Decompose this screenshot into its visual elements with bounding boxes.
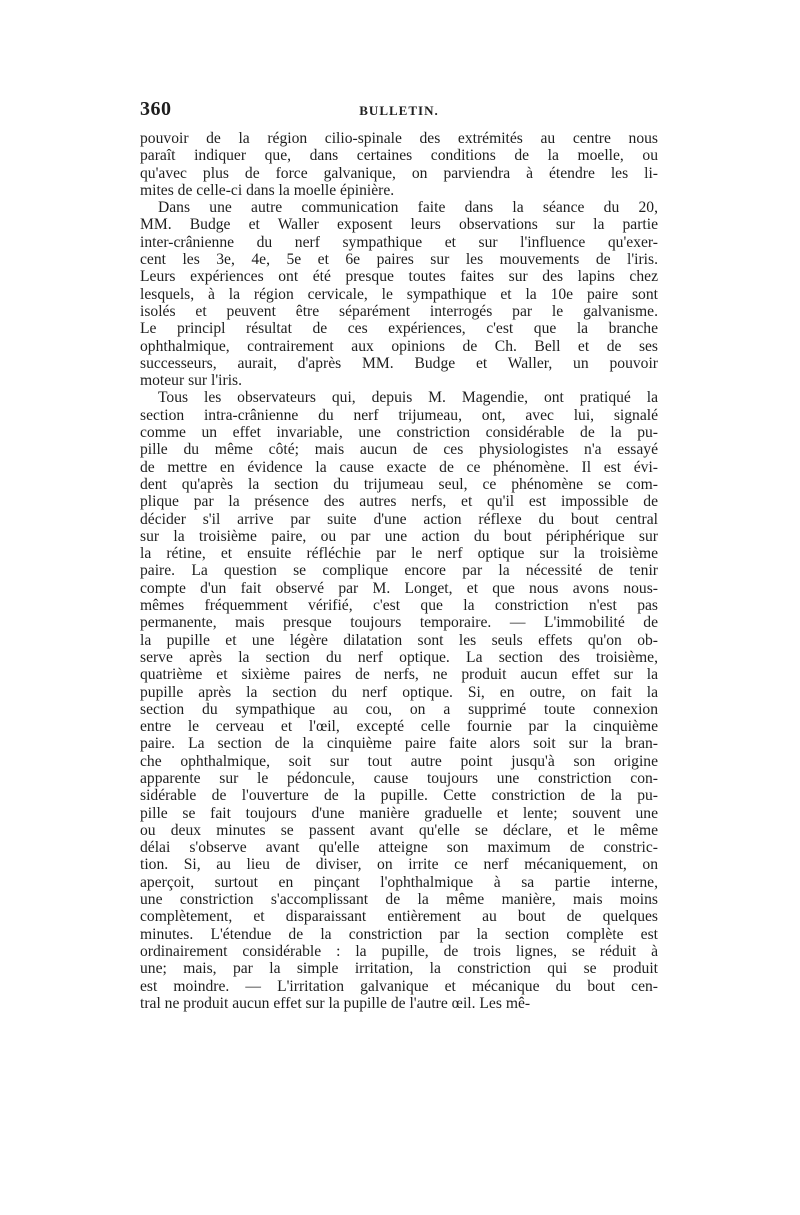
text-line: entre le cerveau et l'œil, excepté celle fournie par la cinquième	[140, 718, 658, 736]
text-line: MM. Budge et Waller exposent leurs observations sur la partie	[140, 216, 658, 234]
text-line: dent qu'après la section du trijumeau seul, ce phénomène se com-	[140, 475, 658, 493]
text-line: serve après la section du nerf optique. La section des troisième,	[140, 648, 658, 666]
text-line: permanente, mais presque toujours temporaire. — L'immobilité de	[140, 614, 658, 632]
text-line: de mettre en évidence la cause exacte de ce phénomène. Il est évi-	[140, 458, 658, 476]
text-line: compte d'un fait observé par M. Longet, et que nous avons nous-	[140, 579, 658, 597]
text-line: ou deux minutes se passent avant qu'elle se déclare, et le même	[140, 821, 658, 839]
text-line: pupille après la section du nerf optique. Si, en outre, on fait la	[140, 683, 658, 701]
text-line: minutes. L'étendue de la constriction par la section complète est	[140, 925, 658, 943]
text-line: apparente sur le pédoncule, cause toujours une constriction con-	[140, 769, 658, 787]
text-line: paraît indiquer que, dans certaines conditions de la moelle, ou	[140, 147, 658, 165]
text-line: ordinairement considérable : la pupille, de trois lignes, se réduit à	[140, 942, 658, 960]
text-line: une; mais, par la simple irritation, la constriction qui se produit	[140, 960, 658, 978]
text-line: sur la troisième paire, ou par une action du bout périphérique sur	[140, 527, 658, 545]
text-line: mites de celle-ci dans la moelle épinière.	[140, 181, 395, 199]
text-line: Leurs expériences ont été presque toutes faites sur des lapins chez	[140, 268, 658, 286]
text-line: décider s'il arrive par suite d'une action réflexe du bout central	[140, 510, 658, 528]
text-line: quatrième et sixième paires de nerfs, ne produit aucun effet sur la	[140, 666, 658, 684]
text-line: Tous les observateurs qui, depuis M. Magendie, ont pratiqué la	[158, 389, 658, 407]
paragraph	[140, 389, 658, 1012]
text-line: ophthalmique, contrairement aux opinions de Ch. Bell et de ses	[140, 337, 658, 355]
body-text	[140, 130, 658, 1012]
text-line: complètement, et disparaissant entièrement au bout de quelques	[140, 908, 658, 926]
paragraph	[140, 199, 658, 389]
text-line: pille du même côté; mais aucun de ces physiologistes n'a essayé	[140, 441, 658, 459]
text-line: une constriction s'accomplissant de la même manière, mais moins	[140, 891, 658, 909]
text-line: comme un effet invariable, une constriction considérable de la pu-	[140, 424, 658, 442]
text-line: est moindre. — L'irritation galvanique et mécanique du bout cen-	[140, 977, 658, 995]
text-line: lesquels, à la région cervicale, le sympathique et la 10e paire sont	[140, 285, 658, 303]
text-line: qu'avec plus de force galvanique, on parviendra à étendre les li-	[140, 164, 658, 182]
text-line: plique par la présence des autres nerfs, et qu'il est impossible de	[140, 493, 658, 511]
text-line: tral ne produit aucun effet sur la pupille de l'autre œil. Les mê-	[140, 994, 531, 1012]
text-line: che ophthalmique, soit sur tout autre point jusqu'à son origine	[140, 752, 658, 770]
text-line: inter-crânienne du nerf sympathique et sur l'influence qu'exer-	[140, 233, 658, 251]
text-line: successeurs, aurait, d'après MM. Budge et Waller, un pouvoir	[140, 354, 658, 372]
text-line: isolés et peuvent être séparément interrogés par le galvanisme.	[140, 302, 658, 320]
text-line: Dans une autre communication faite dans la séance du 20,	[158, 199, 658, 217]
text-line: section du sympathique au cou, on a supprimé toute connexion	[140, 700, 658, 718]
text-line: mêmes fréquemment vérifié, c'est que la constriction n'est pas	[140, 597, 658, 615]
text-line: cent les 3e, 4e, 5e et 6e paires sur les mouvements de l'iris.	[140, 251, 658, 269]
page-number: 360	[140, 98, 172, 120]
text-line: paire. La question se complique encore par la nécessité de tenir	[140, 562, 658, 580]
text-line: sidérable de l'ouverture de la pupille. Cette constriction de la pu-	[140, 787, 658, 805]
text-line: aperçoit, surtout en pinçant l'ophthalmique à sa partie interne,	[140, 873, 658, 891]
text-line: délai s'observe avant qu'elle atteigne son maximum de constric-	[140, 839, 658, 857]
text-line: paire. La section de la cinquième paire faite alors soit sur la bran-	[140, 735, 658, 753]
book-page	[140, 98, 658, 1012]
text-line: la rétine, et ensuite réfléchie par le nerf optique sur la troisième	[140, 545, 658, 563]
running-header	[140, 98, 658, 126]
paragraph	[140, 130, 658, 199]
text-line: pille se fait toujours d'une manière graduelle et lente; souvent une	[140, 804, 658, 822]
text-line: section intra-crânienne du nerf trijumeau, ont, avec lui, signalé	[140, 406, 658, 424]
text-line: pouvoir de la région cilio-spinale des extrémités au centre nous	[140, 130, 658, 147]
text-line: tion. Si, au lieu de diviser, on irrite ce nerf mécaniquement, on	[140, 856, 658, 874]
text-line: moteur sur l'iris.	[140, 372, 242, 390]
text-line: la pupille et une légère dilatation sont les seuls effets qu'on ob-	[140, 631, 658, 649]
text-line: Le principl résultat de ces expériences, c'est que la branche	[140, 320, 658, 338]
running-title: BULLETIN.	[359, 103, 439, 118]
